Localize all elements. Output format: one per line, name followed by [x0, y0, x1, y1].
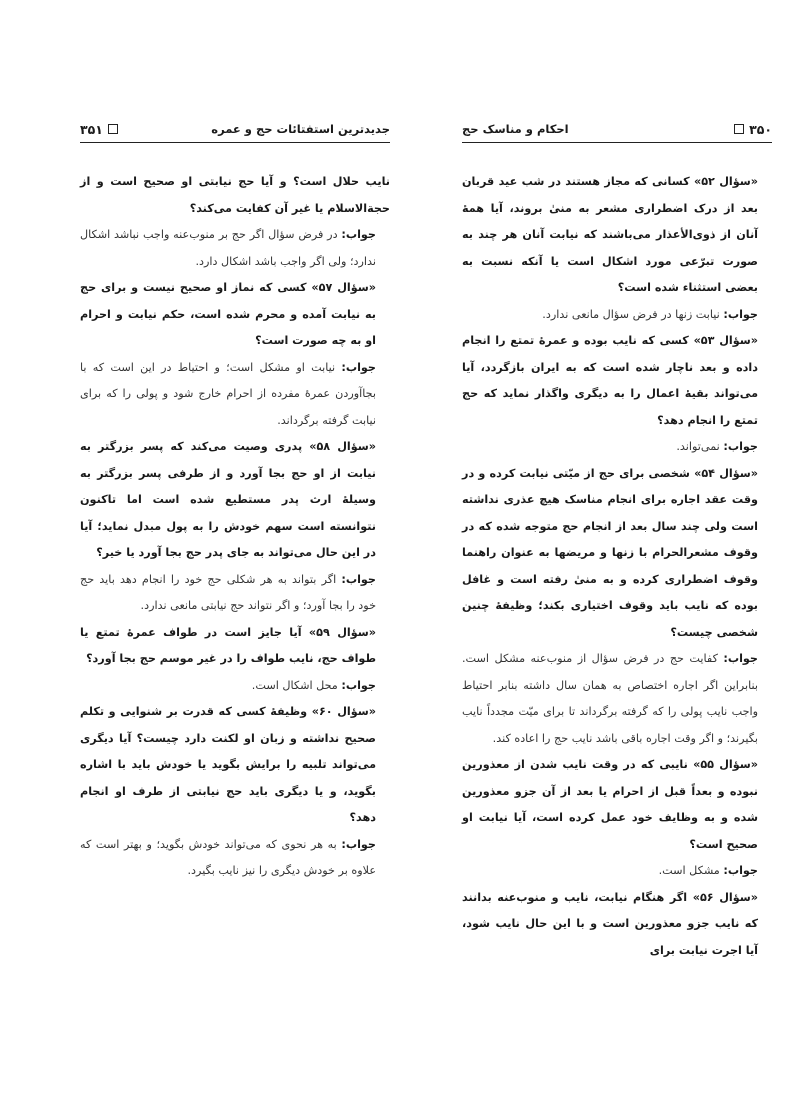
question-text: نایبی که در وقت نایب شدن از معذورین نبوده و بعداً قبل از احرام یا بعد از آن جزو معذورین شده و به وظایف خود عمل کرده است، آیا نیابت او صحیح است؟: [462, 758, 758, 851]
answer-label: جواب:: [341, 360, 376, 374]
question-paragraph: [80, 699, 390, 832]
question-paragraph: [462, 328, 772, 434]
question-paragraph: [462, 752, 772, 858]
question-paragraph: [462, 169, 772, 302]
answer-text: نیابت او مشکل است؛ و احتیاط در این است که با بجاآوردن عمرهٔ مفرده از احرام خارج شود و پولی را که برای نیابت گرفته برگرداند.: [80, 360, 376, 427]
answer-paragraph: [462, 646, 772, 752]
answer-text: نیابت زنها در فرض سؤال مانعی ندارد.: [542, 307, 724, 321]
answer-paragraph: [80, 355, 390, 435]
question-text: اگر هنگام نیابت، نایب و منوب‌عنه بدانند که نایب جزو معذورین است و با این حال نایب شود، آیا اجرت نیابت برای: [462, 890, 758, 957]
page-number: ۳۵۰: [749, 121, 772, 137]
answer-label: جواب:: [341, 572, 376, 586]
answer-label: جواب:: [723, 440, 758, 453]
question-text: آیا جایز است در طواف عمرهٔ تمتع یا طواف حج، نایب طواف را در غیر موسم حج بجا آورد؟: [80, 625, 376, 665]
answer-label: جواب:: [723, 864, 758, 877]
answer-text: محل اشکال است.: [251, 678, 342, 692]
answer-label: جواب:: [341, 228, 376, 241]
answer-label: جواب:: [723, 652, 758, 665]
question-label: «سؤال ۵۳»: [693, 334, 758, 347]
question-paragraph: [80, 169, 390, 222]
question-paragraph: [462, 461, 772, 647]
question-label: «سؤال ۵۶»: [692, 890, 758, 904]
answer-paragraph: [80, 222, 390, 275]
answer-paragraph: [462, 302, 772, 329]
right-page: [462, 118, 772, 964]
page-number: ۳۵۱: [80, 121, 103, 137]
page-number-group: [80, 122, 118, 137]
question-label: «سؤال ۵۲»: [693, 175, 758, 188]
question-label: «سؤال ۵۵»: [693, 758, 759, 771]
question-text: نایب حلال است؟ و آیا حج نیابتی او صحیح است و از حجةالاسلام یا غیر آن کفایت می‌کند؟: [80, 175, 390, 215]
answer-text: نمی‌تواند.: [676, 440, 724, 453]
question-text: پدری وصیت می‌کند که پسر بزرگتر به نیابت از او حج بجا آورد و از طرفی پسر بزرگتر به وسیلهٔ ارث پدر مستطیع شده است اما تاکنون نتوانسته است سهم خودش را به پول مبدل نماید؛ آیا در این حال می‌تواند به جای پدر حج بجا آورد یا خیر؟: [80, 440, 376, 559]
question-label: «سؤال ۵۸»: [309, 440, 376, 453]
question-label: «سؤال ۶۰»: [311, 705, 377, 718]
answer-text: به هر نحوی که می‌تواند خودش بگوید؛ و بهتر است که علاوه بر خودش دیگری را نیز نایب بگیرد.: [80, 837, 376, 877]
question-paragraph: [462, 885, 772, 965]
question-text: کسی که نایب بوده و عمرهٔ تمتع را انجام داده و بعد ناچار شده است که به ایران بازگردد، آیا می‌تواند بقیهٔ اعمال را به دیگری واگذار نماید که حج تمتع را انجام دهد؟: [462, 334, 758, 427]
page-number-group: [734, 122, 772, 137]
right-page-header: [462, 118, 772, 143]
right-page-body: [462, 169, 772, 964]
question-label: «سؤال ۵۹»: [308, 625, 376, 639]
answer-paragraph: [462, 434, 772, 461]
answer-paragraph: [80, 567, 390, 620]
question-text: کسی که نماز او صحیح نیست و برای حج به نیابت آمده و محرم شده است، حکم نیابت و احرام او به چه صورت است؟: [80, 281, 376, 347]
question-paragraph: [80, 434, 390, 567]
answer-text: مشکل است.: [658, 864, 724, 877]
running-title: جدیدترین استفتائات حج و عمره: [211, 122, 390, 136]
answer-label: جواب:: [341, 837, 376, 851]
question-text: کسانی که مجاز هستند در شب عید قربان بعد از درک اضطراری مشعر به منیٰ بروند، آیا همهٔ آنان از ذوی‌الأعذار می‌باشند که نیابت آنان هر چند به صورت تبرّعی مورد اشکال است یا آنکه نسبت به بعضی استثناء شده است؟: [462, 175, 758, 294]
question-text: وظیفهٔ کسی که قدرت بر شنوایی و تکلم صحیح نداشته و زبان او لکنت دارد چیست؟ آیا دیگری می‌تواند تلبیه را برایش بگوید یا خودش باید با اشاره بگوید، و یا دیگری باید حج نیابتی از طرف او انجام دهد؟: [80, 705, 376, 824]
question-paragraph: [80, 275, 390, 355]
question-label: «سؤال ۵۷»: [311, 281, 376, 294]
answer-paragraph: [80, 832, 390, 885]
left-page-header: [80, 118, 390, 143]
left-page: [80, 118, 390, 885]
question-text: شخصی برای حج از میّتی نیابت کرده و در وقت عقد اجاره برای انجام مناسک هیچ عذری نداشته است ولی چند سال بعد از انجام حج متوجه شده که در وقوف مشعرالحرام با زنها و مریضها به عنوان راهنما وقوف اضطراری کرده و به منیٰ رفته است و غافل بوده که نایب باید وقوف اختیاری بکند؛ وظیفهٔ چنین شخصی چیست؟: [462, 466, 758, 639]
question-paragraph: [80, 620, 390, 673]
answer-label: جواب:: [341, 678, 376, 692]
answer-text: کفایت حج در فرض سؤال از منوب‌عنه مشکل است. بنابراین اگر اجاره اختصاص به همان سال داشته بنابر احتیاط واجب نایب پولی را که گرفته برگرداند تا برای میّت مجدداً نایب بگیرند؛ و اگر وقت اجاره باقی باشد نایب حج را اعاده کند.: [462, 652, 758, 745]
running-title: احکام و مناسک حج: [462, 122, 569, 136]
question-label: «سؤال ۵۴»: [694, 466, 758, 480]
answer-paragraph: [462, 858, 772, 885]
square-icon: [734, 124, 744, 134]
answer-paragraph: [80, 673, 390, 700]
answer-label: جواب:: [723, 307, 758, 321]
square-icon: [108, 124, 118, 134]
left-page-body: [80, 169, 390, 885]
answer-text: اگر بتواند به هر شکلی حج خود را انجام دهد باید حج خود را بجا آورد؛ و اگر نتواند حج نیابتی مانعی ندارد.: [80, 572, 376, 612]
answer-text: در فرض سؤال اگر حج بر منوب‌عنه واجب نباشد اشکال ندارد؛ ولی اگر واجب باشد اشکال دارد.: [80, 228, 376, 268]
